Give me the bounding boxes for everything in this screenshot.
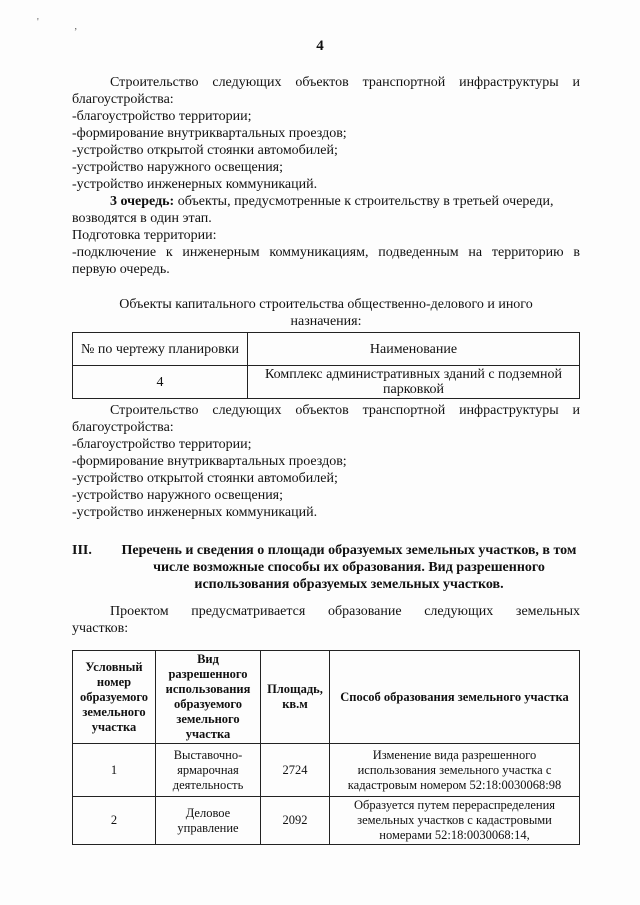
territory-prep: Подготовка территории: — [72, 228, 217, 243]
land-plots-table-wrap — [72, 650, 580, 845]
connection-line-cont: первую очередь. — [72, 262, 170, 277]
table-cell: 2092 — [261, 797, 330, 845]
land-plots-table — [72, 650, 580, 845]
list-item: -формирование внутриквартальных проездов; — [72, 454, 347, 469]
table-cell: 2724 — [261, 744, 330, 797]
table-cell: Выставочно-ярмарочная деятельность — [156, 744, 261, 797]
list-item: -устройство инженерных коммуникаций. — [72, 505, 318, 520]
infrastructure-block-2 — [72, 402, 580, 521]
table-cell: 1 — [73, 744, 156, 797]
table-cell: Образуется путем перераспределения земельных участков с кадастровыми номерами 52:18:0030068:14, — [330, 797, 580, 845]
connection-line: -подключение к инженерным коммуникациям, подведенным на территорию в — [72, 245, 580, 260]
table-header-row — [73, 651, 580, 744]
objects-title: Объекты капитального строительства общественно-делового и иного назначения: — [119, 297, 533, 329]
list-item: -благоустройство территории; — [72, 109, 252, 124]
objects-table-wrap — [72, 332, 580, 399]
table-header: № по чертежу планировки — [73, 333, 248, 366]
list-item: -формирование внутриквартальных проездов; — [72, 126, 347, 141]
table-header: Площадь, кв.м — [261, 651, 330, 744]
page-number: 4 — [316, 38, 324, 54]
stage3-label: 3 очередь: — [110, 194, 175, 209]
table-header: Вид разрешенного использования образуемого земельного участка — [156, 651, 261, 744]
project-paragraph: Проектом предусматривается образование следующих земельных участков: — [72, 604, 580, 636]
list-item: -устройство открытой стоянки автомобилей; — [72, 143, 338, 158]
stage3-paragraph: 3 очередь: объекты, предусмотренные к строительству в третьей очереди, — [110, 194, 554, 209]
table-cell: Комплекс административных зданий с подземной парковкой — [248, 366, 580, 399]
table-row — [73, 744, 580, 797]
list-item: -устройство инженерных коммуникаций. — [72, 177, 318, 192]
objects-table — [72, 332, 580, 399]
list-item: -устройство наружного освещения; — [72, 160, 284, 175]
list-item: -благоустройство территории; — [72, 437, 252, 452]
scan-mark: ‚ — [74, 21, 78, 32]
list-item: -устройство наружного освещения; — [72, 488, 284, 503]
list-item: -устройство открытой стоянки автомобилей; — [72, 471, 338, 486]
infrastructure-block-1 — [72, 74, 580, 278]
table-header: Условный номер образуемого земельного участка — [73, 651, 156, 744]
table-row — [73, 366, 580, 399]
section-title: Перечень и сведения о площади образуемых земельных участков, в том числе возможные способы их образования. Вид разрешенного использования образуемых земельных участков. — [121, 543, 577, 592]
table-row — [73, 797, 580, 845]
table-cell: Изменение вида разрешенного использования земельного участка с кадастровым номером 52:18:0030068:98 — [330, 744, 580, 797]
table-cell: 4 — [73, 366, 248, 399]
infrastructure-intro: Строительство следующих объектов транспортной инфраструктуры и благоустройства: — [72, 75, 580, 107]
infrastructure-intro-cont: благоустройства: — [72, 420, 174, 435]
table-header: Способ образования земельного участка — [330, 651, 580, 744]
table-header-row — [73, 333, 580, 366]
infrastructure-intro: Строительство следующих объектов транспортной инфраструктуры и — [110, 403, 580, 418]
section-number: III. — [72, 543, 92, 558]
table-cell: 2 — [73, 797, 156, 845]
table-cell: Деловое управление — [156, 797, 261, 845]
section-heading — [72, 542, 584, 593]
stage3-paragraph-cont: возводятся в один этап. — [72, 211, 212, 226]
table-header: Наименование — [248, 333, 580, 366]
scan-mark: ' — [37, 17, 39, 28]
